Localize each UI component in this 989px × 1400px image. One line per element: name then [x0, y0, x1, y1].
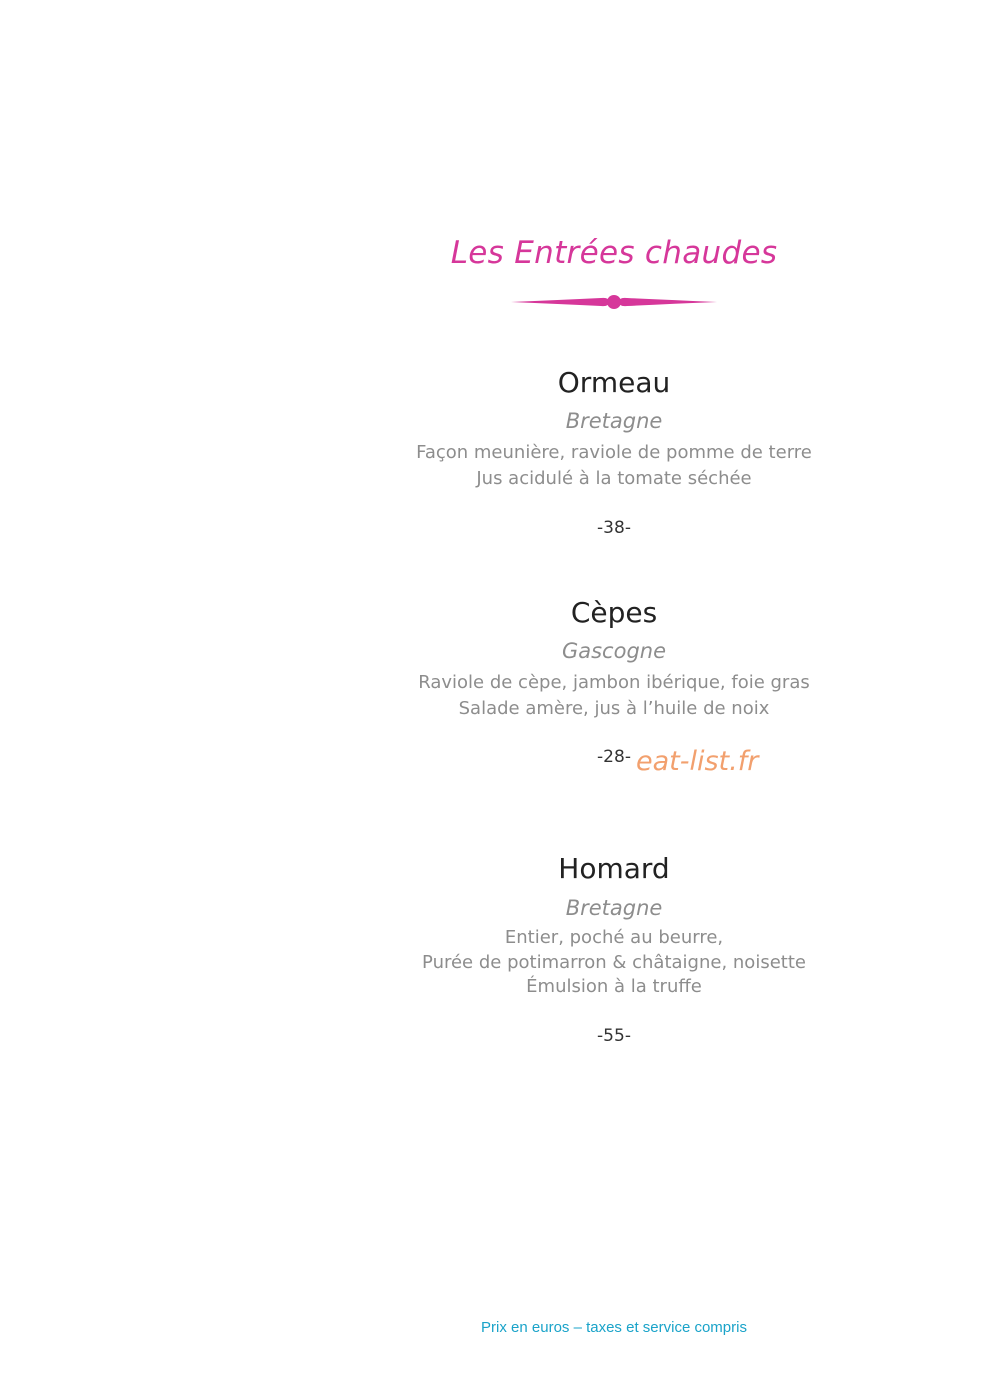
dish-name-ormeau: Ormeau — [557, 366, 671, 399]
dish-desc-line: Jus acidulé à la tomate séchée — [476, 468, 752, 489]
section-title: Les Entrées chaudes — [450, 235, 778, 271]
title-ornament-divider — [509, 292, 719, 312]
dish-desc-line: Entier, poché au beurre, — [504, 927, 724, 948]
dish-desc-line: Purée de potimarron & châtaigne, noisette — [422, 952, 806, 973]
dish-desc-line: Façon meunière, raviole de pomme de terre — [416, 442, 812, 463]
dish-price-ormeau: -38- — [597, 518, 631, 538]
dish-origin-cepes: Gascogne — [561, 639, 667, 663]
dish-desc-line: Émulsion à la truffe — [526, 976, 702, 997]
footer-note: Prix en euros – taxes et service compris — [481, 1319, 747, 1336]
watermark-text: eat-list.fr — [636, 746, 759, 777]
dish-name-homard: Homard — [558, 852, 670, 885]
dish-price-homard: -55- — [597, 1026, 631, 1046]
dish-name-cepes: Cèpes — [570, 596, 658, 629]
dish-desc-line: Salade amère, jus à l’huile de noix — [458, 698, 770, 719]
dish-price-cepes: -28- — [597, 747, 631, 767]
dish-desc-line: Raviole de cèpe, jambon ibérique, foie gras — [418, 672, 810, 693]
dish-origin-ormeau: Bretagne — [565, 409, 663, 433]
dish-origin-homard: Bretagne — [565, 896, 663, 920]
